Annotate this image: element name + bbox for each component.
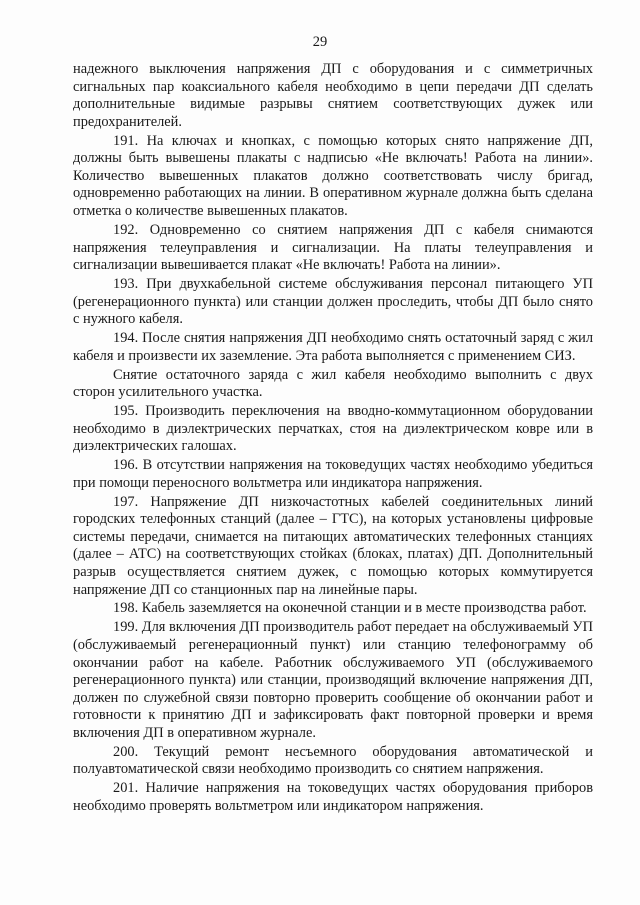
paragraph: 199. Для включения ДП производитель работ передает на обслуживаемый УП (обслуживаемый регенерационный пункт) или станцию телефонограмму об окончании работ на кабеле. Работник обслуживаемого УП (обслуживаемого регенерационного пункта) или станции, производящий включение напряжения ДП, должен по служебной связи повторно проверить сообщение об окончании работ и готовности к принятию ДП и зафиксировать факт повторной проверки и время включения ДП в оперативном журнале. <box>73 619 593 741</box>
paragraph: 194. После снятия напряжения ДП необходимо снять остаточный заряд с жил кабеля и произвести их заземление. Эта работа выполняется с применением СИЗ. <box>73 330 593 364</box>
paragraph: Снятие остаточного заряда с жил кабеля необходимо выполнить с двух сторон усилительного участка. <box>73 366 593 401</box>
paragraph: 192. Одновременно со снятием напряжения ДП с кабеля снимаются напряжения телеуправления и сигнализации. На платы телеуправления и сигнализации вывешивается плакат «Не включать! Работа на линии». <box>73 221 593 274</box>
paragraph: 196. В отсутствии напряжения на токоведущих частях необходимо убедиться при помощи переносного вольтметра или индикатора напряжения. <box>73 457 593 491</box>
paragraph: 200. Текущий ремонт несъемного оборудования автоматической и полуавтоматической связи необходимо производить со снятием напряжения. <box>73 743 593 778</box>
page-number: 29 <box>312 34 328 50</box>
paragraph: надежного выключения напряжения ДП с оборудования и с симметричных сигнальных пар коаксиального кабеля необходимо в цепи передачи ДП сделать дополнительные видимые разрывы снятием соответствующих дужек или предохранителей. <box>73 61 593 130</box>
paragraph: 201. Наличие напряжения на токоведущих частях оборудования приборов необходимо проверять вольтметром или индикатором напряжения. <box>73 780 593 814</box>
paragraph: 197. Напряжение ДП низкочастотных кабелей соединительных линий городских телефонных станций (далее – ГТС), на которых установлены цифровые системы передачи, снимается на питающих автоматических телефонных станциях (далее – АТС) на соответствующих стойках (блоках, платах) ДП. Дополнительный разрыв осуществляется снятием дужек, с помощью которых коммутируется напряжение ДП со станционных пар на линейные пары. <box>73 493 593 598</box>
paragraph: 195. Производить переключения на вводно-коммутационном оборудовании необходимо в диэлектрических перчатках, стоя на диэлектрическом ковре или в диэлектрических галошах. <box>73 403 593 455</box>
paragraph: 193. При двухкабельной системе обслуживания персонал питающего УП (регенерационного пункта) или станции должен проследить, чтобы ДП было снято с нужного кабеля. <box>73 276 593 328</box>
document-body <box>73 61 593 817</box>
paragraph: 191. На ключах и кнопках, с помощью которых снято напряжение ДП, должны быть вывешены плакаты с надписью «Не включать! Работа на линии». Количество вывешенных плакатов должно соответствовать числу бригад, одновременно работающих на линии. В оперативном журнале должна быть сделана отметка о количестве вывешенных плакатов. <box>73 132 593 220</box>
paragraph: 198. Кабель заземляется на оконечной станции и в месте производства работ. <box>113 600 587 617</box>
